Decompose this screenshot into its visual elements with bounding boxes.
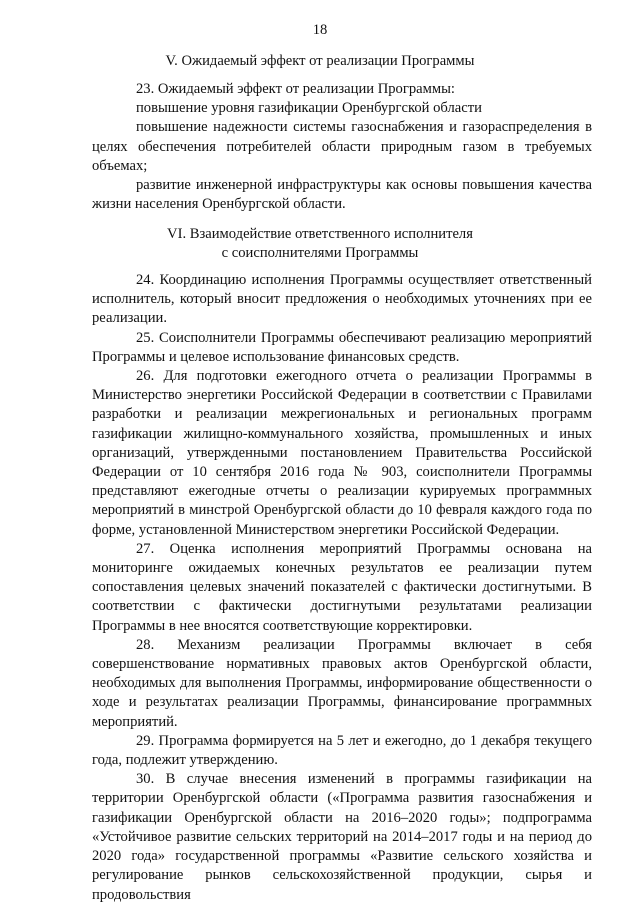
- section-6-title-line-2: с соисполнителями Программы: [221, 245, 419, 261]
- effect-item-2: повышение надежности системы газоснабжения и газораспределения в целях обеспечения потребителей области природным газом в требуемых объемах;: [92, 119, 592, 174]
- section-5-title: V. Ожидаемый эффект от реализации Программы: [165, 53, 475, 69]
- section-5-body: [92, 80, 592, 214]
- paragraph-29: 29. Программа формируется на 5 лет и ежегодно, до 1 декабря текущего года, подлежит утверждению.: [92, 732, 592, 769]
- section-6-body: [92, 271, 592, 905]
- paragraph-23-intro: 23. Ожидаемый эффект от реализации Программы:: [136, 81, 455, 97]
- effect-item-3: развитие инженерной инфраструктуры как основы повышения качества жизни населения Оренбургской области.: [92, 177, 592, 213]
- paragraph-26: 26. Для подготовки ежегодного отчета о реализации Программы в Министерство энергетики Российской Федерации в соответствии с Правилами разработки и реализации межрегиональных и региональных программ газификации жилищно-коммунального хозяйства, промышленных и иных организаций, утвержденными постановлением Правительства Российской Федерации от 10 сентября 2016 года № 903, соисполнители Программы представляют ежегодные отчеты о реализации курируемых программных мероприятий в минстрой Оренбургской области до 10 февраля каждого года по форме, установленной Министерством энергетики Российской Федерации.: [92, 368, 592, 538]
- paragraph-27: 27. Оценка исполнения мероприятий Программы основана на мониторинге ожидаемых конечных результатов ее реализации путем сопоставления целевых значений показателей с фактически достигнутыми. В соответствии с фактически достигнутыми результатами реализации Программы в нее вносятся соответствующие корректировки.: [92, 540, 592, 634]
- page-number: 18: [312, 22, 328, 38]
- section-6-title-line-1: VI. Взаимодействие ответственного исполнителя: [167, 226, 473, 242]
- effect-item-1: повышение уровня газификации Оренбургской области: [136, 100, 482, 117]
- paragraph-30: 30. В случае внесения изменений в программы газификации на территории Оренбургской области («Программа развития газоснабжения и газификации Оренбургской области на 2016–2020 годы»; подпрограмма «Устойчивое развитие сельских территорий на 2014–2017 годы и на период до 2020 года» государственной программы «Развитие сельского хозяйства и регулирование рынков сельскохозяйственной продукции, сырья и продовольствия: [92, 771, 592, 903]
- paragraph-25: 25. Соисполнители Программы обеспечивают реализацию мероприятий Программы и целевое использование финансовых средств.: [92, 329, 592, 365]
- paragraph-24: 24. Координацию исполнения Программы осуществляет ответственный исполнитель, который вносит предложения о необходимых уточнениях при ее реализации.: [92, 272, 592, 327]
- paragraph-28: 28. Механизм реализации Программы включает в себя совершенствование нормативных правовых актов Оренбургской области, необходимых для выполнения Программы, информирование общественности о ходе и результатах реализации Программы, финансирование программных мероприятий.: [92, 636, 592, 730]
